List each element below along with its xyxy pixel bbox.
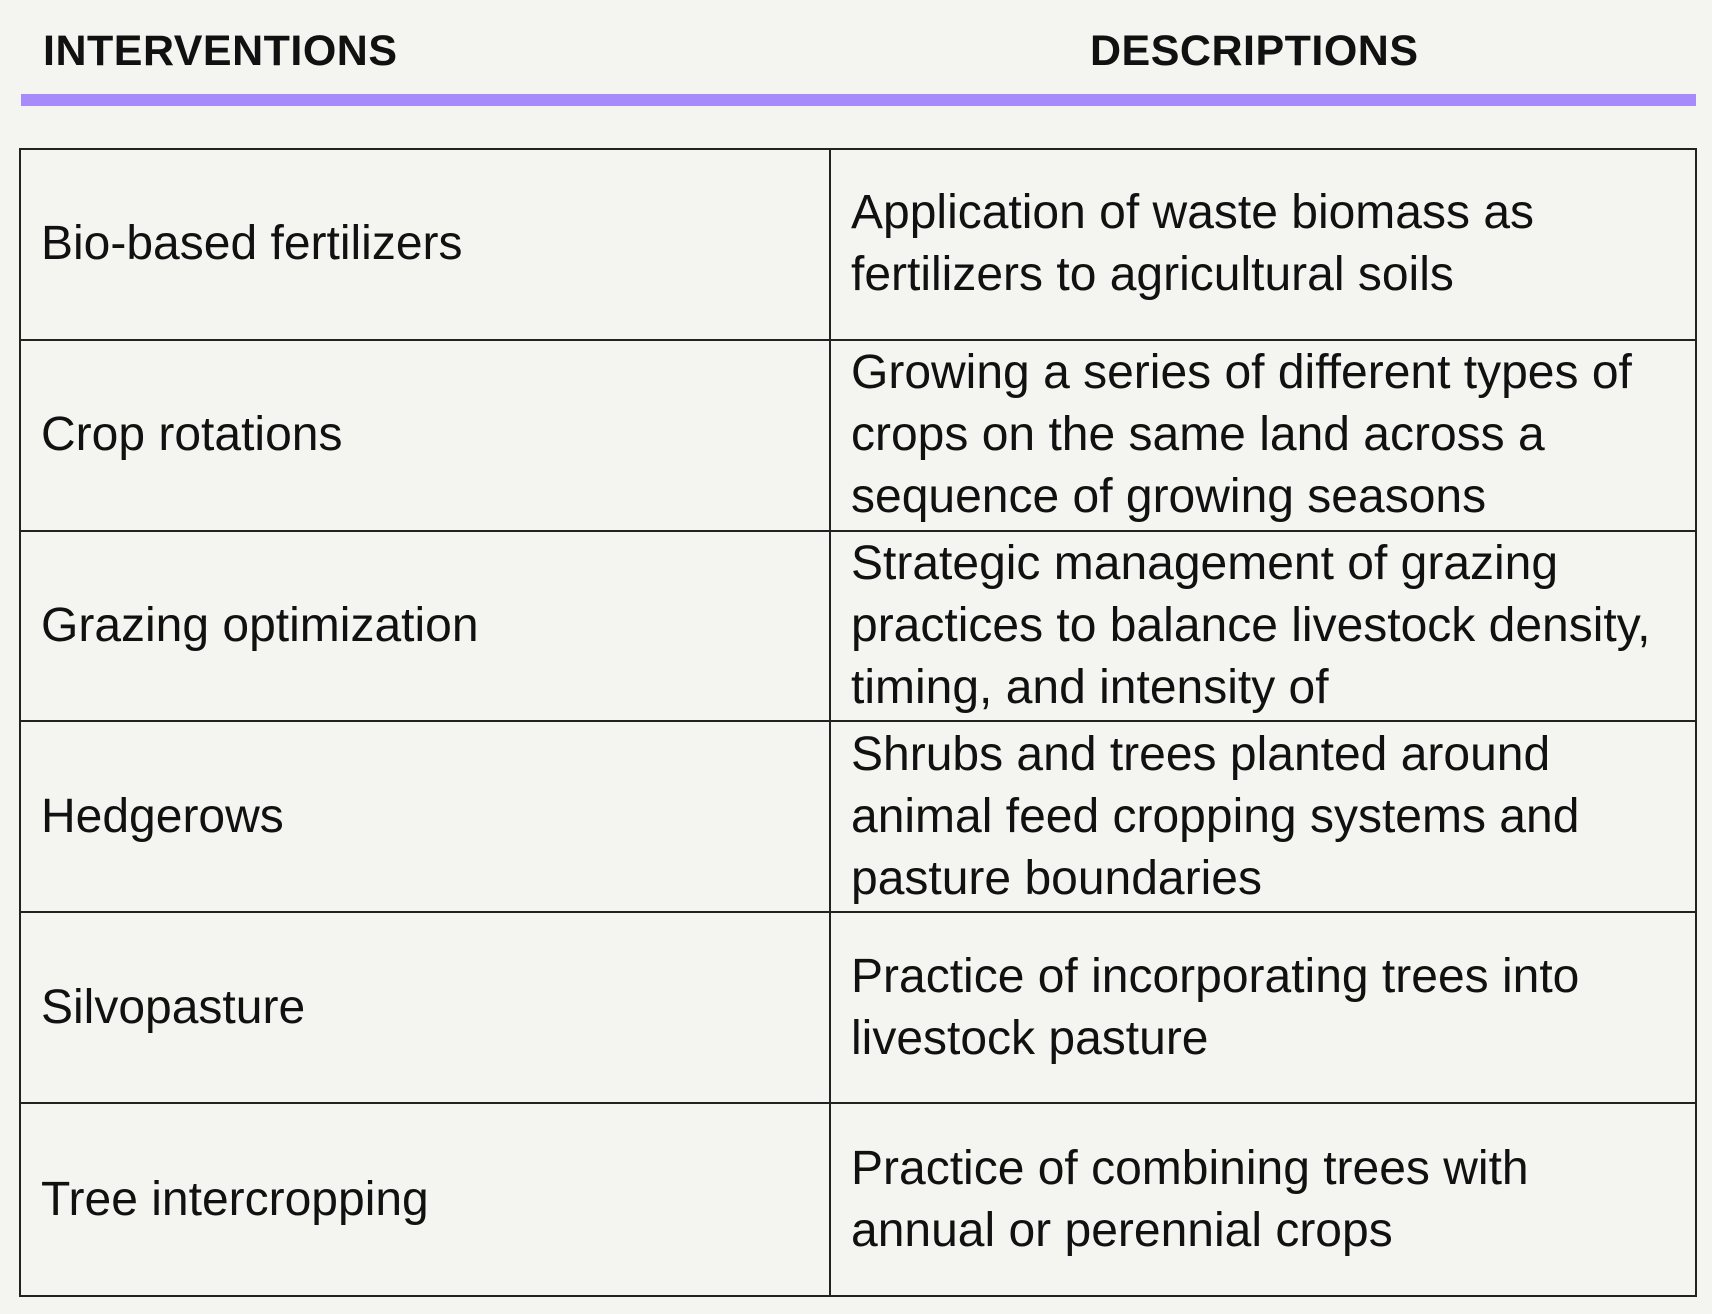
description-cell xyxy=(831,722,1695,913)
description-text: Shrubs and trees planted around animal feed cropping systems and pasture boundaries xyxy=(851,727,1580,905)
intervention-label: Silvopasture xyxy=(41,980,306,1034)
description-text: Strategic management of grazing practices to balance livestock density, timing, and intensity of xyxy=(851,537,1651,715)
description-text: Practice of incorporating trees into livestock pasture xyxy=(851,949,1580,1065)
intervention-cell xyxy=(21,913,831,1104)
interventions-heading: INTERVENTIONS xyxy=(43,27,398,75)
intervention-label: Crop rotations xyxy=(41,408,343,462)
interventions-table xyxy=(19,148,1697,1297)
intervention-cell xyxy=(21,150,831,341)
table-header xyxy=(21,0,1696,106)
intervention-cell xyxy=(21,722,831,913)
intervention-label: Hedgerows xyxy=(41,789,284,843)
descriptions-heading: DESCRIPTIONS xyxy=(1090,27,1419,75)
description-cell xyxy=(831,341,1695,532)
intervention-cell xyxy=(21,532,831,723)
description-text: Growing a series of different types of crops on the same land across a sequence of growing seasons xyxy=(851,346,1632,524)
description-cell xyxy=(831,150,1695,341)
description-cell xyxy=(831,532,1695,723)
description-cell xyxy=(831,913,1695,1104)
intervention-label: Tree intercropping xyxy=(41,1172,429,1226)
description-cell xyxy=(831,1104,1695,1295)
description-text: Application of waste biomass as fertilizers to agricultural soils xyxy=(851,186,1535,302)
intervention-cell xyxy=(21,341,831,532)
intervention-label: Grazing optimization xyxy=(41,599,479,653)
intervention-cell xyxy=(21,1104,831,1295)
intervention-label: Bio-based fertilizers xyxy=(41,217,463,271)
description-text: Practice of combining trees with annual or perennial crops xyxy=(851,1141,1529,1257)
